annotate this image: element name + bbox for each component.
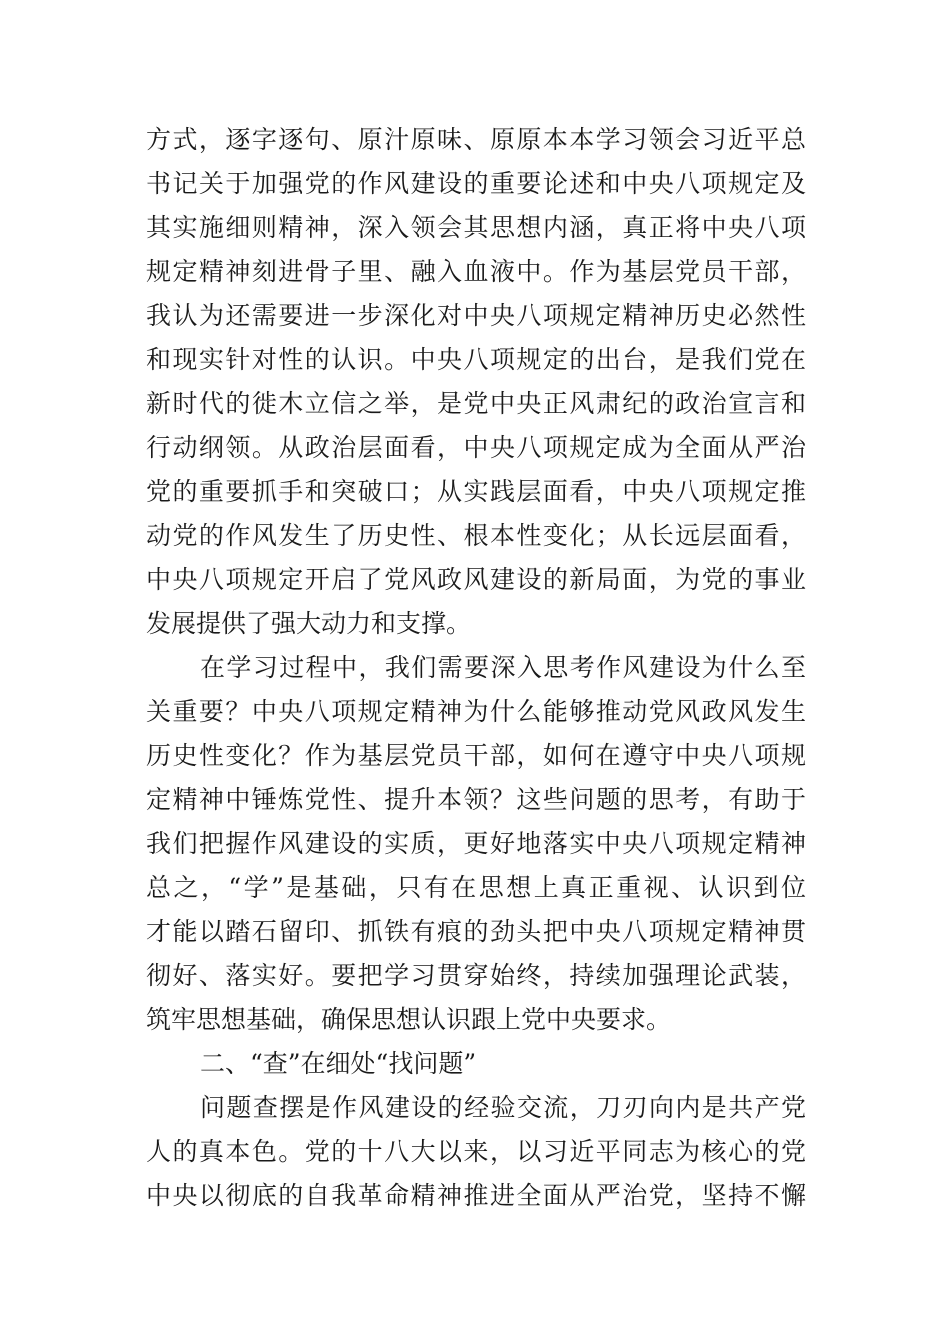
text-line: 党的重要抓手和突破口；从实践层面看，中央八项规定推 — [146, 477, 806, 506]
text-line: 才能以踏石留印、抓铁有痕的劲头把中央八项规定精神贯 — [146, 917, 806, 946]
paragraph-start-line: 在学习过程中，我们需要深入思考作风建设为什么至 — [200, 653, 806, 682]
text-line: 新时代的徙木立信之举，是党中央正风肃纪的政治宣言和 — [146, 389, 806, 418]
text-line: 其实施细则精神，深入领会其思想内涵，真正将中央八项 — [146, 213, 806, 242]
document-body — [146, 118, 806, 1218]
text-line: 和现实针对性的认识。中央八项规定的出台，是我们党在 — [146, 345, 806, 374]
text-line: 彻好、落实好。要把学习贯穿始终，持续加强理论武装， — [146, 961, 806, 990]
paragraph-start-line: 问题查摆是作风建设的经验交流，刀刃向内是共产党 — [200, 1093, 806, 1122]
text-line: 中央八项规定开启了党风政风建设的新局面，为党的事业 — [146, 565, 806, 594]
text-line: 定精神中锤炼党性、提升本领？这些问题的思考，有助于 — [146, 785, 806, 814]
section-heading: 二、“查”在细处“找问题” — [200, 1049, 477, 1078]
text-line: 我们把握作风建设的实质，更好地落实中央八项规定精神 — [146, 829, 806, 858]
text-line: 我认为还需要进一步深化对中央八项规定精神历史必然性 — [146, 301, 806, 330]
text-line: 总之，“学”是基础，只有在思想上真正重视、认识到位 — [146, 873, 806, 902]
text-line: 筑牢思想基础，确保思想认识跟上党中央要求。 — [146, 1005, 672, 1034]
text-line: 发展提供了强大动力和支撑。 — [146, 609, 472, 638]
text-line: 关重要？中央八项规定精神为什么能够推动党风政风发生 — [146, 697, 806, 726]
text-line: 人的真本色。党的十八大以来，以习近平同志为核心的党 — [146, 1137, 806, 1166]
text-line: 行动纲领。从政治层面看，中央八项规定成为全面从严治 — [146, 433, 806, 462]
text-line: 方式，逐字逐句、原汁原味、原原本本学习领会习近平总 — [146, 125, 806, 154]
text-line: 历史性变化？作为基层党员干部，如何在遵守中央八项规 — [146, 741, 806, 770]
text-line: 规定精神刻进骨子里、融入血液中。作为基层党员干部， — [146, 257, 806, 286]
text-line: 中央以彻底的自我革命精神推进全面从严治党，坚持不懈 — [146, 1181, 806, 1210]
text-line: 动党的作风发生了历史性、根本性变化；从长远层面看， — [146, 521, 806, 550]
text-line: 书记关于加强党的作风建设的重要论述和中央八项规定及 — [146, 169, 806, 198]
